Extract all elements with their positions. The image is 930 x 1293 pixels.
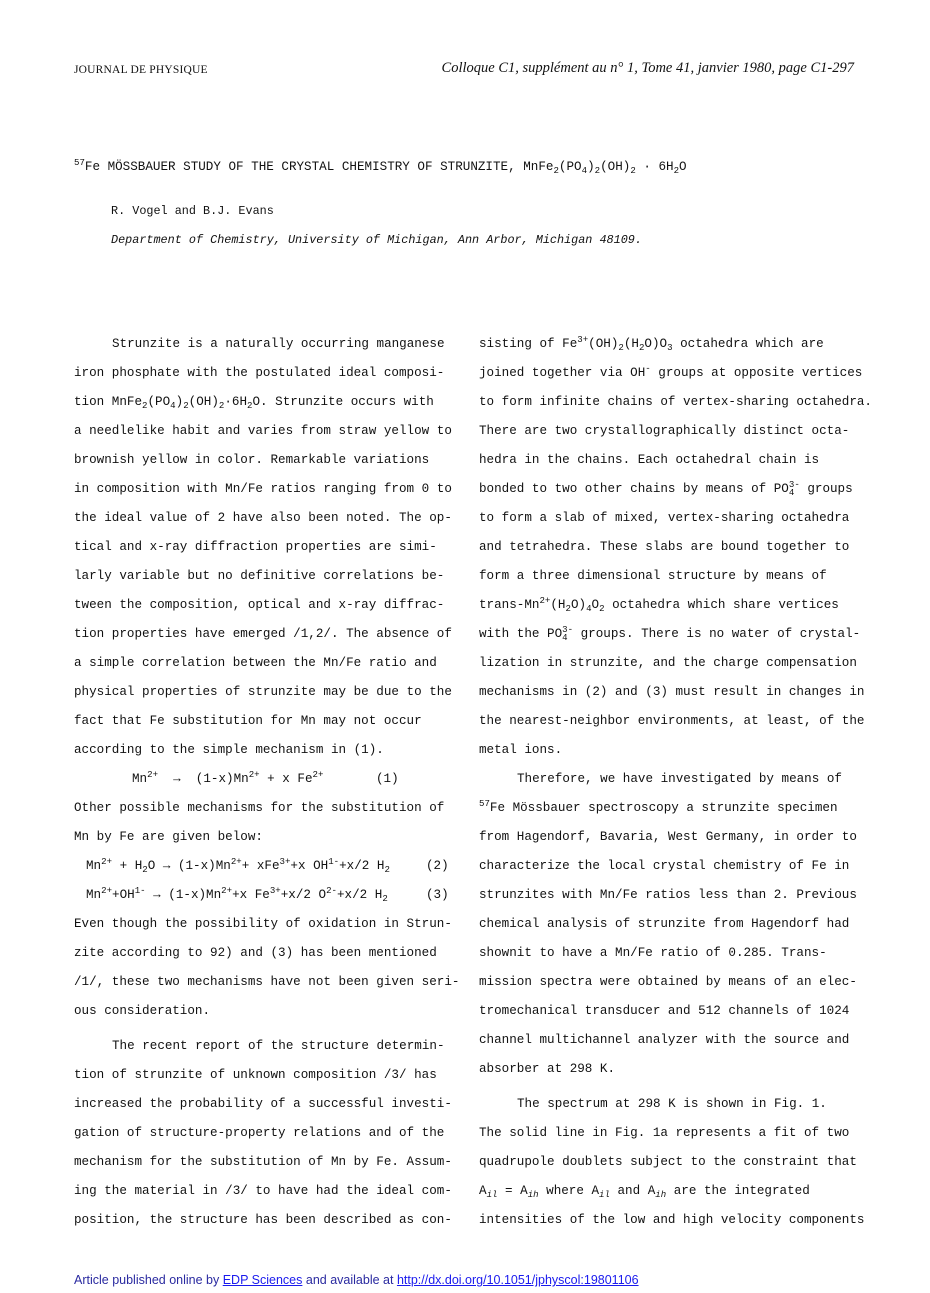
publisher-link[interactable]: EDP Sciences [222,1273,303,1287]
text-line: mechanisms in (2) and (3) must result in changes in [479,685,865,699]
text-line: The solid line in Fig. 1a represents a fit of two [479,1126,850,1140]
equation-number: (1) [376,772,399,786]
article-title [74,157,687,177]
text-line: bonded to two other chains by means of $PO_4^{3-}$ groups [479,479,853,499]
text-line: trans-$Mn^{2+}(H_2O)_4O_2$ octahedra which share vertices [479,595,839,615]
doi-link[interactable]: http://dx.doi.org/10.1051/jphyscol:19801106 [396,1273,639,1287]
text-line: tion properties have emerged /1,2/. The absence of [74,627,452,641]
text-line: iron phosphate with the postulated ideal composi- [74,366,445,380]
article-authors: R. Vogel and B.J. Evans [111,204,274,218]
journal-name: JOURNAL DE PHYSIQUE [74,64,208,76]
text-line: the nearest-neighbor environments, at least, of the [479,714,865,728]
text-line: The recent report of the structure determin- [112,1039,445,1053]
title-main: Fe MÖSSBAUER STUDY OF THE CRYSTAL CHEMISTRY OF STRUNZITE, [84,160,516,174]
footer [74,1273,639,1287]
text-line: Even though the possibility of oxidation in Strun- [74,917,452,931]
text-line: and tetrahedra. These slabs are bound together to [479,540,850,554]
text-line: lization in strunzite, and the charge compensation [479,656,857,670]
text-line: quadrupole doublets subject to the constraint that [479,1155,857,1169]
text-line: tween the composition, optical and x-ray diffrac- [74,598,445,612]
text-line: $A_{il} = A_{ih}$ where $A_{il}$ and $A_{ih}$ are the integrated [479,1184,810,1201]
text-line: There are two crystallographically distinct octa- [479,424,850,438]
text-line: tion of strunzite of unknown composition /3/ has [74,1068,437,1082]
title-formula: $MnFe_2(PO_4)_2(OH)_2 \cdot 6H_2O$ [523,160,687,177]
text-line: to form infinite chains of vertex-sharing octahedra. [479,395,872,409]
equation-2: $Mn^{2+} + H_2O \to (1-x)Mn^{2+}+ xFe^{3+}+x$ $OH^{1-}+x/2$ $H_2$ (2) [74,852,454,881]
text-line: the ideal value of 2 have also been noted. The op- [74,511,452,525]
text-line: to form a slab of mixed, vertex-sharing octahedra [479,511,850,525]
equation-1: $Mn^{2+} \to (1-x)Mn^{2+} + x$ $Fe^{2+}$ (1) [74,765,454,794]
text-line: mission spectra were obtained by means of an elec- [479,975,857,989]
text-line: characterize the local crystal chemistry of Fe in [479,859,850,873]
text-line: according to the simple mechanism in (1). [74,743,384,757]
text-line: sisting of $Fe^{3+}(OH)_2(H_2O)O_3$ octahedra which are [479,334,824,354]
text-line: The spectrum at 298 K is shown in Fig. 1. [517,1097,827,1111]
text-line: $^{57}$Fe Mössbauer spectroscopy a strunzite specimen [479,798,838,815]
text-line: /1/, these two mechanisms have not been given seri- [74,975,460,989]
text-line: Therefore, we have investigated by means of [517,772,842,786]
text-line: shownit to have a Mn/Fe ratio of 0.285. Trans- [479,946,827,960]
text-line: ing the material in /3/ to have had the ideal com- [74,1184,452,1198]
text-line: Other possible mechanisms for the substitution of [74,801,445,815]
text-line: position, the structure has been described as con- [74,1213,452,1227]
text-line: joined together via OH- groups at opposite vertices [479,363,863,380]
footer-middle: and available at [305,1273,394,1287]
equation-number: (3) [426,888,449,902]
text-line: tion $MnFe_2(PO_4)_2(OH)_2\cdot 6H_2O$. Strunzite occurs with [74,395,434,412]
equation-3: $Mn^{2+}+OH^{1-} \to (1-x)Mn^{2+}+x$ $Fe^{3+}+x/2$ $O^{2-}+x/2$ $H_2$ (3) [74,881,454,910]
text-line: a needlelike habit and varies from straw yellow to [74,424,452,438]
text-line: metal ions. [479,743,563,757]
text-line: with the $PO_4^{3-}$ groups. There is no water of crystal- [479,624,861,644]
text-line: form a three dimensional structure by means of [479,569,827,583]
title-isotope: 57 [74,157,85,169]
text-line: tromechanical transducer and 512 channels of 1024 [479,1004,850,1018]
text-line: physical properties of strunzite may be due to the [74,685,452,699]
text-line: channel multichannel analyzer with the source and [479,1033,850,1047]
text-line: in composition with Mn/Fe ratios ranging from 0 to [74,482,452,496]
text-line: intensities of the low and high velocity components [479,1213,865,1227]
text-line: a simple correlation between the Mn/Fe ratio and [74,656,437,670]
text-line: ous consideration. [74,1004,211,1018]
text-line: Strunzite is a naturally occurring manganese [112,337,445,351]
text-line: tical and x-ray diffraction properties are simi- [74,540,437,554]
text-line: mechanism for the substitution of Mn by Fe. Assum- [74,1155,452,1169]
article-affiliation: Department of Chemistry, University of Michigan, Ann Arbor, Michigan 48109. [111,233,642,247]
left-column [74,330,460,1235]
text-line: zite according to 92) and (3) has been mentioned [74,946,437,960]
right-column [479,330,872,1235]
text-line: gation of structure-property relations and of the [74,1126,445,1140]
text-line: strunzites with Mn/Fe ratios less than 2. Previous [479,888,857,902]
equation-number: (2) [426,859,449,873]
text-line: larly variable but no definitive correlations be- [74,569,445,583]
text-line: chemical analysis of strunzite from Hagendorf had [479,917,850,931]
text-line: hedra in the chains. Each octahedral chain is [479,453,820,467]
text-line: brownish yellow in color. Remarkable variations [74,453,430,467]
text-line: Mn by Fe are given below: [74,830,263,844]
text-line: from Hagendorf, Bavaria, West Germany, in order to [479,830,857,844]
footer-prefix: Article published online by [74,1273,220,1287]
text-line: absorber at 298 K. [479,1062,616,1076]
text-line: fact that Fe substitution for Mn may not occur [74,714,422,728]
text-line: increased the probability of a successful investi- [74,1097,452,1111]
citation-line: Colloque C1, supplément au n° 1, Tome 41, janvier 1980, page C1-297 [441,60,854,76]
